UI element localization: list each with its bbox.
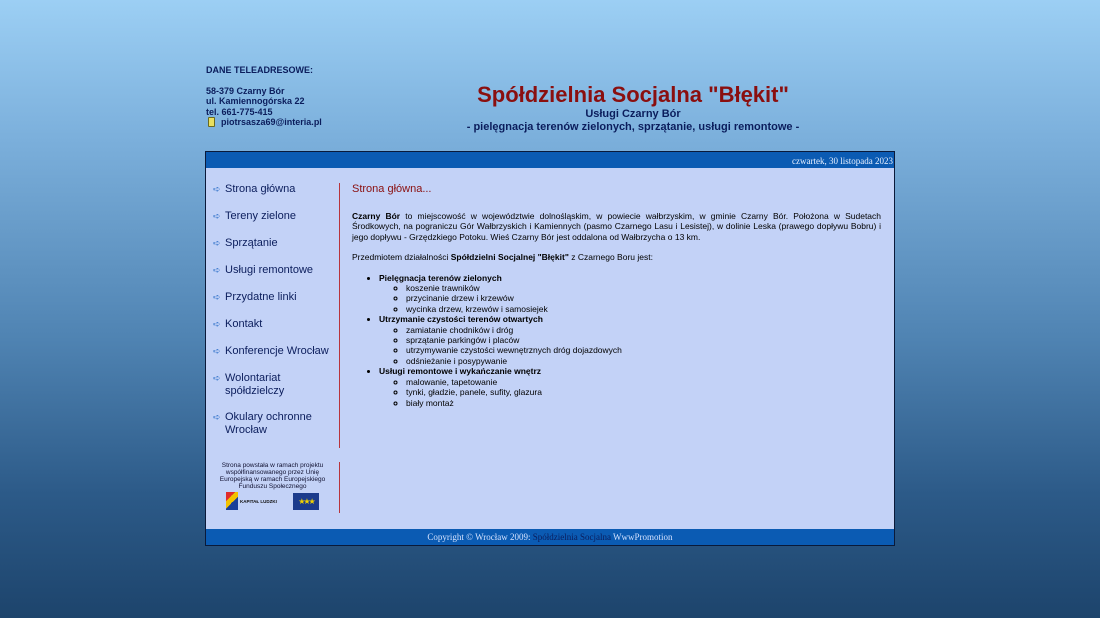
nav-item-safety-glasses[interactable] <box>206 411 339 450</box>
date-bar <box>206 152 894 168</box>
service-sublist <box>379 377 881 408</box>
list-item: ◦ zamiatanie chodników i dróg <box>406 325 881 335</box>
site-header <box>420 82 846 134</box>
phone-icon <box>208 117 215 127</box>
sponsor-text: Strona powstała w ramach projektu współfinansowanego przez Unię Europejską w ramach Europejskiego Funduszu Społecznego <box>219 462 326 490</box>
sidebar-nav <box>206 183 340 448</box>
list-item: ◦ malowanie, tapetowanie <box>406 377 881 387</box>
contact-phone: tel. 661-775-415 <box>206 106 273 117</box>
contact-block <box>206 65 322 128</box>
list-item: ◦ sprzątanie parkingów i placów <box>406 335 881 345</box>
nav-item-contact[interactable] <box>206 318 339 345</box>
service-item <box>379 314 881 366</box>
site-subtitle: Usługi Czarny Bór <box>585 108 681 120</box>
footer <box>206 529 894 545</box>
subject-bold: Spółdzielni Socjalnej "Błękit" <box>450 252 569 263</box>
list-item: ◦ koszenie trawników <box>406 283 881 293</box>
sponsor-logos <box>206 492 339 510</box>
nav-item-renovation[interactable] <box>206 264 339 291</box>
arrow-right-icon: ➪ <box>213 412 221 422</box>
arrow-right-icon: ➪ <box>213 265 221 275</box>
current-date: czwartek, 30 listopada 2023 <box>792 156 893 166</box>
contact-email[interactable]: piotrsasza69@interia.pl <box>221 117 322 127</box>
nav-item-links[interactable] <box>206 291 339 318</box>
contact-address: 58-379 Czarny Bór <box>206 85 285 96</box>
arrow-right-icon: ➪ <box>213 184 221 194</box>
list-item: ◦ biały montaż <box>406 398 881 408</box>
list-item: ◦ utrzymywanie czystości wewnętrznych dróg dojazdowych <box>406 345 881 355</box>
subject-pre: Przedmiotem działalności <box>352 252 451 263</box>
nav-item-green-areas[interactable] <box>206 210 339 237</box>
eu-flag-logo[interactable] <box>293 493 319 510</box>
service-sublist <box>379 325 881 367</box>
service-title: Pielęgnacja terenów zielonych <box>379 272 502 283</box>
contact-email-row <box>206 117 322 128</box>
nav-label: Kontakt <box>225 318 263 330</box>
eu-stars-icon: ★★★ <box>298 496 314 506</box>
list-item: ◦ tynki, gładzie, panele, sufity, glazura <box>406 387 881 397</box>
nav-label: Wolontariat spółdzielczy <box>225 372 285 397</box>
site-tagline: - pielęgnacja terenów zielonych, sprzątanie, usługi remontowe - <box>466 121 800 133</box>
kapital-ludzki-icon <box>226 492 238 510</box>
arrow-right-icon: ➪ <box>213 319 221 329</box>
arrow-right-icon: ➪ <box>213 373 221 383</box>
subject-paragraph <box>352 252 881 262</box>
nav-label: Strona główna <box>225 183 296 195</box>
nav-item-home[interactable] <box>206 183 339 210</box>
arrow-right-icon: ➪ <box>213 292 221 302</box>
service-item <box>379 366 881 408</box>
nav-item-cleaning[interactable] <box>206 237 339 264</box>
nav-item-conferences[interactable] <box>206 345 339 372</box>
footer-copyright: Copyright © Wrocław 2009: <box>427 532 533 542</box>
subject-post: z Czarnego Boru jest: <box>568 252 653 263</box>
contact-heading: DANE TELEADRESOWE: <box>206 65 314 75</box>
contact-street: ul. Kamiennogórska 22 <box>206 96 305 106</box>
intro-bold: Czarny Bór <box>352 211 401 221</box>
nav-label: Okulary ochronne Wrocław <box>225 411 312 436</box>
intro-paragraph <box>352 211 881 242</box>
content-title: Strona główna... <box>352 183 432 195</box>
list-item: ◦ odśnieżanie i posypywanie <box>406 356 881 366</box>
main-content <box>352 183 881 408</box>
service-sublist <box>379 283 881 314</box>
service-item <box>379 273 881 315</box>
arrow-right-icon: ➪ <box>213 211 221 221</box>
main-frame <box>205 151 895 546</box>
list-item: ◦ wycinka drzew, krzewów i samosiejek <box>406 304 881 314</box>
nav-label: Usługi remontowe <box>225 264 314 276</box>
nav-label: Sprzątanie <box>225 237 278 249</box>
nav-label: Konferencje Wrocław <box>225 345 329 357</box>
footer-link-promotion[interactable]: WwwPromotion <box>610 532 673 542</box>
nav-label: Przydatne linki <box>225 291 297 303</box>
list-item: ◦ przycinanie drzew i krzewów <box>406 293 881 303</box>
arrow-right-icon: ➪ <box>213 346 221 356</box>
arrow-right-icon: ➪ <box>213 238 221 248</box>
sponsor-block <box>206 462 340 513</box>
footer-link-cooperative[interactable]: Spółdzielnia Socjalna <box>532 532 611 542</box>
kapital-ludzki-text: KAPITAŁ LUDZKI <box>240 498 277 504</box>
site-title: Spółdzielnia Socjalna "Błękit" <box>477 82 789 107</box>
services-list <box>352 273 881 408</box>
nav-item-volunteering[interactable] <box>206 372 339 411</box>
intro-text: to miejscowość w województwie dolnośląskim, w powiecie wałbrzyskim, w gminie Czarny Bór. Położona w Sudetach Środkowych, na pograniczu Gór Wałbrzyskich i Kamiennych (pasmo Czarnego Lasu i Lesistej), w dolinie Leska (prawego dopływu Bobru) i jego dopływu - Grzędzkiego Potoku. Wieś Czarny Bór jest oddalona od Wałbrzycha o 13 km. <box>352 211 882 242</box>
service-title: Usługi remontowe i wykańczanie wnętrz <box>379 366 542 377</box>
nav-label: Tereny zielone <box>225 210 296 222</box>
kapital-ludzki-logo[interactable] <box>226 492 277 510</box>
service-title: Utrzymanie czystości terenów otwartych <box>379 314 543 325</box>
